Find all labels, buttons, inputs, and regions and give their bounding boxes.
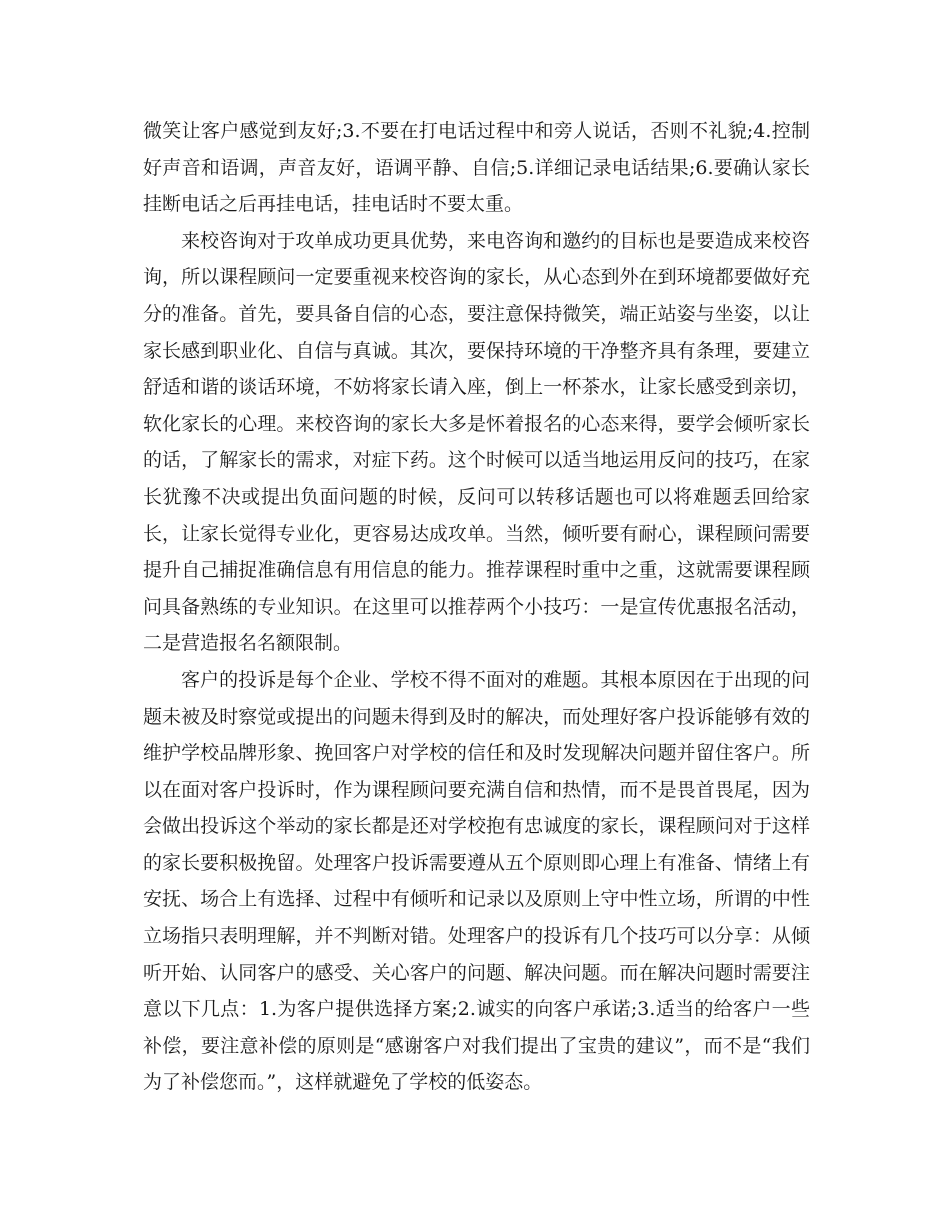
- paragraph-customer-complaints: 客户的投诉是每个企业、学校不得不面对的难题。其根本原因在于出现的问题未被及时察觉或提出的问题未得到及时的解决，而处理好客户投诉能够有效的维护学校品牌形象、挽回客户对学校的信任和及时发现解决问题并留住客户。所以在面对客户投诉时，作为课程顾问要充满自信和热情，而不是畏首畏尾，因为会做出投诉这个举动的家长都是还对学校抱有忠诚度的家长，课程顾问对于这样的家长要积极挽留。处理客户投诉需要遵从五个原则即心理上有准备、情绪上有安抚、场合上有选择、过程中有倾听和记录以及原则上守中性立场，所谓的中性立场指只表明理解，并不判断对错。处理客户的投诉有几个技巧可以分享：从倾听开始、认同客户的感受、关心客户的问题、解决问题。而在解决问题时需要注意以下几点：1.为客户提供选择方案;2.诚实的向客户承诺;3.适当的给客户一些补偿，要注意补偿的原则是“感谢客户对我们提出了宝贵的建议”，而不是“我们为了补偿您而。”，这样就避免了学校的低姿态。: [143, 668, 810, 1094]
- paragraph-phone-etiquette: 微笑让客户感觉到友好;3.不要在打电话过程中和旁人说话，否则不礼貌;4.控制好声音和语调，声音友好，语调平静、自信;5.详细记录电话结果;6.要确认家长挂断电话之后再挂电话，挂电话时不要太重。: [143, 120, 810, 216]
- paragraph-campus-consultation: 来校咨询对于攻单成功更具优势，来电咨询和邀约的目标也是要造成来校咨询，所以课程顾问一定要重视来校咨询的家长，从心态到外在到环境都要做好充分的准备。首先，要具备自信的心态，要注意保持微笑，端正站姿与坐姿，以让家长感到职业化、自信与真诚。其次，要保持环境的干净整齐具有条理，要建立舒适和谐的谈话环境，不妨将家长请入座，倒上一杯茶水，让家长感受到亲切，软化家长的心理。来校咨询的家长大多是怀着报名的心态来得，要学会倾听家长的话，了解家长的需求，对症下药。这个时候可以适当地运用反问的技巧，在家长犹豫不决或提出负面问题的时候，反问可以转移话题也可以将难题丢回给家长，让家长觉得专业化，更容易达成攻单。当然，倾听要有耐心，课程顾问需要提升自己捕捉准确信息有用信息的能力。推荐课程时重中之重，这就需要课程顾问具备熟练的专业知识。在这里可以推荐两个小技巧：一是宣传优惠报名活动，二是营造报名名额限制。: [143, 229, 810, 655]
- document-body: [143, 113, 810, 1101]
